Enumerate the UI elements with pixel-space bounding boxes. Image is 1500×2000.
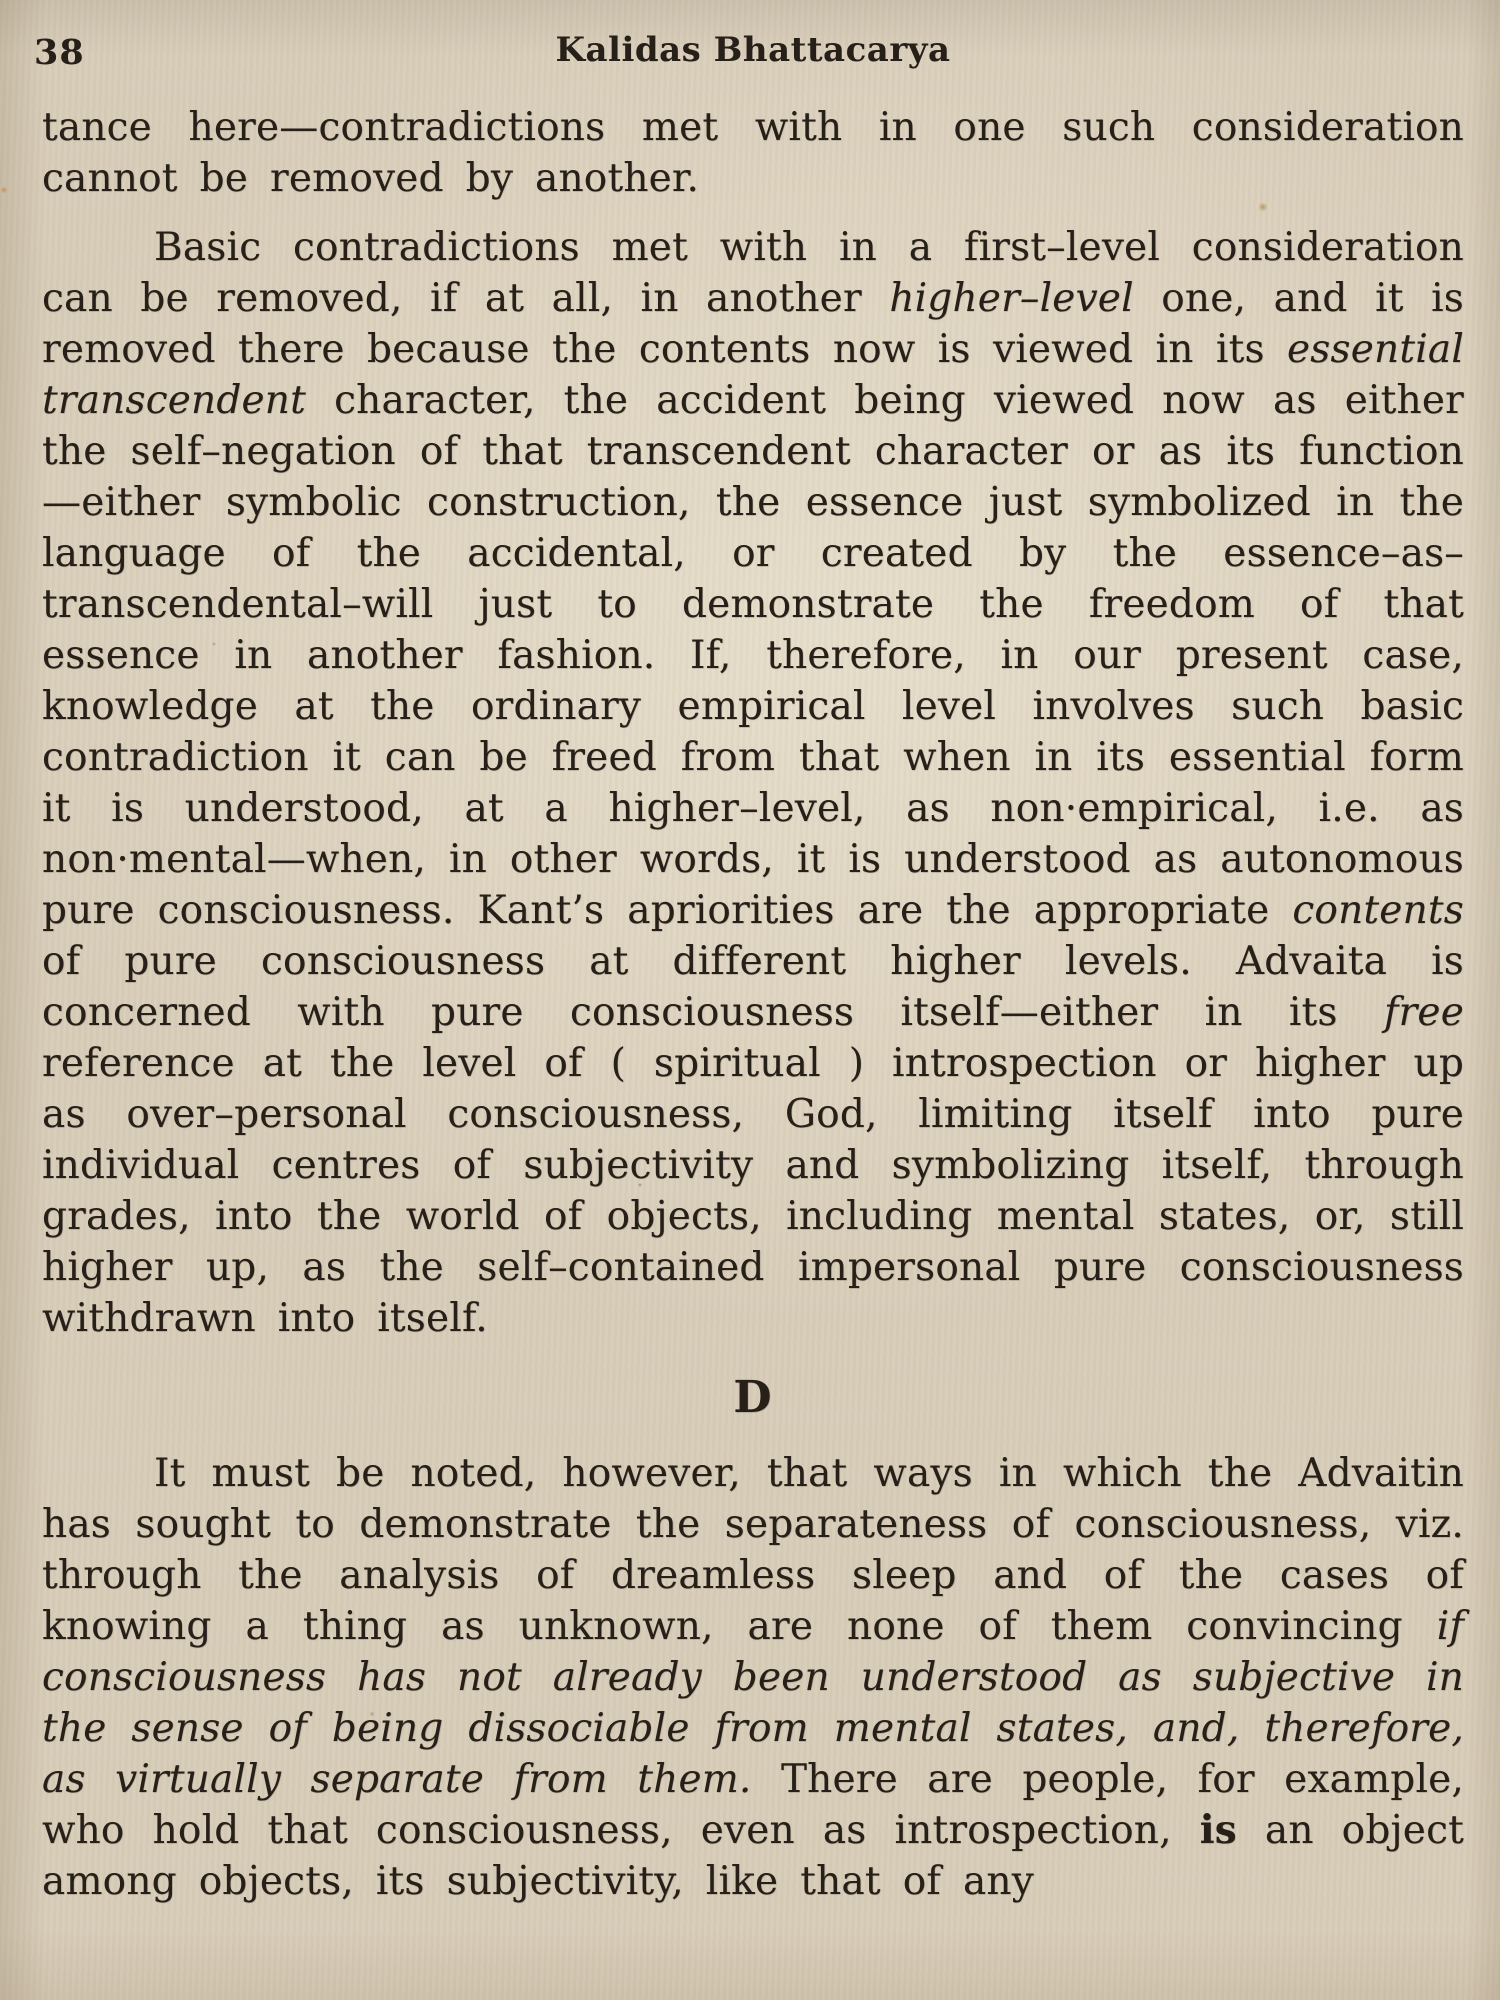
text-run: There are people, for example, who hold that consciousness, even as introspection, bbox=[42, 1757, 1464, 1853]
paragraph-continuation bbox=[42, 102, 1464, 204]
text-run-italic: contents bbox=[1292, 888, 1464, 933]
paragraph-basic-contradictions bbox=[42, 222, 1464, 1344]
text-run: tance here—contradictions met with in one such consideration cannot be removed by another. bbox=[42, 105, 1464, 201]
text-run: It must be noted, however, that ways in which the Advaitin has sought to demonstrate the separateness of consciousness, viz. through the analysis of dreamless sleep and of the cases of knowing a thing as unknown, are none of them convincing bbox=[42, 1451, 1464, 1649]
text-run-bold: is bbox=[1199, 1807, 1237, 1853]
text-run: character, the accident being viewed now as either the self–negation of that transcendent character or as its function—either symbolic construction, the essence just symbolized in the language of the accidental, or created by the essence–as–transcendental–will just to demonstrate the freedom of that essence in another fashion. If, therefore, in our present case, knowledge at the ordinary empirical level involves such basic contradiction it can be freed from that when in its essential form it is understood, at a higher–level, as non·empirical, i.e. as non·mental—when, in other words, it is understood as autonomous pure consciousness. Kant’s apriorities are the appropriate bbox=[42, 378, 1464, 933]
text-run: reference at the level of ( spiritual ) introspection or higher up as over–personal consciousness, God, limiting itself into pure individual centres of subjectivity and symbolizing itself, through grades, into the world of objects, including mental states, or, still higher up, as the self–contained impersonal pure consciousness withdrawn into itself. bbox=[42, 1041, 1464, 1341]
text-run-italic: essential transcendent bbox=[42, 327, 1464, 423]
text-run-italic: if consciousness has not already been understood as subjective in the sense of being dissociable from mental states, and, therefore, as virtually separate from them. bbox=[42, 1604, 1464, 1802]
running-header-title: Kalidas Bhattacarya bbox=[555, 30, 951, 70]
text-run: one, and it is removed there because the contents now is viewed in its bbox=[42, 276, 1464, 372]
text-run: an object among objects, its subjectivity, like that of any bbox=[42, 1808, 1465, 1904]
paragraph-it-must-be-noted bbox=[42, 1448, 1464, 1907]
text-run-italic: free bbox=[1383, 990, 1464, 1035]
text-run: Basic contradictions met with in a first–level consideration can be removed, if at all, in another bbox=[42, 225, 1464, 321]
section-heading-d: D bbox=[733, 1372, 773, 1423]
text-run: of pure consciousness at different higher levels. Advaita is concerned with pure consciousness itself—either in its bbox=[42, 939, 1464, 1035]
page-number: 38 bbox=[34, 32, 85, 73]
running-header bbox=[34, 30, 1464, 76]
text-run-italic: higher–level bbox=[889, 276, 1134, 321]
